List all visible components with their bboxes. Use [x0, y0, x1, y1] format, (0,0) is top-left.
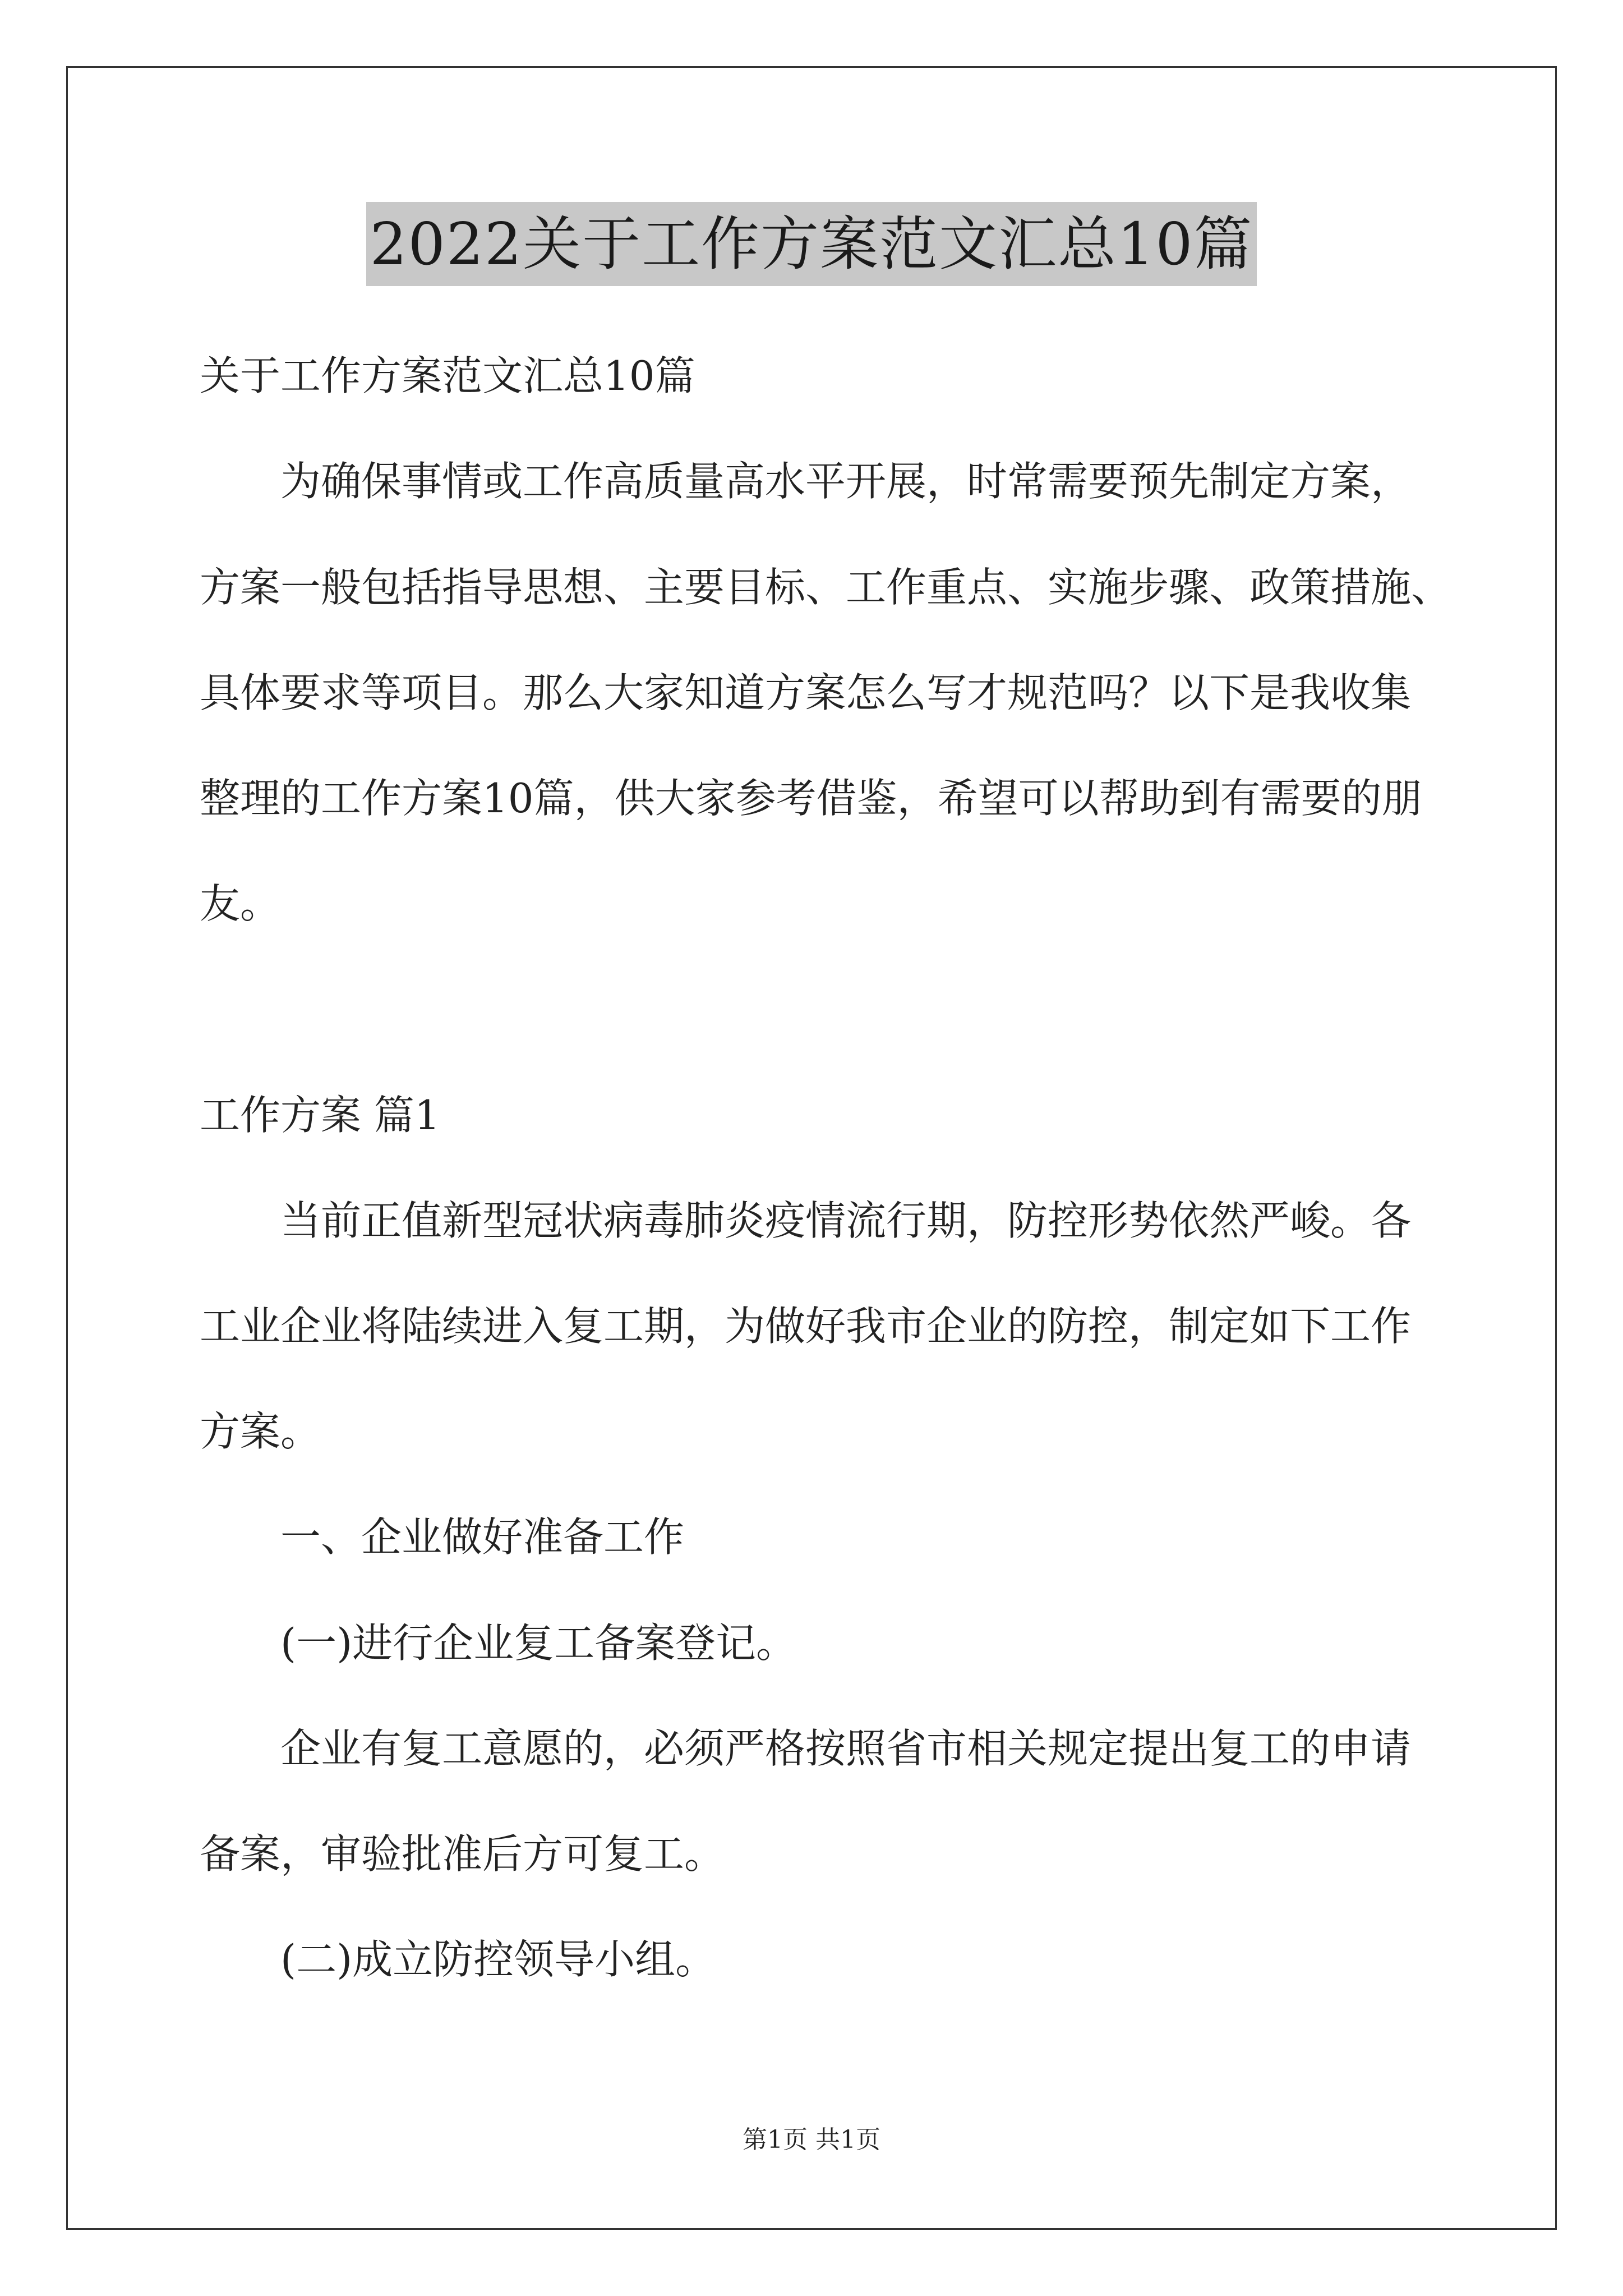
intro-line: 为确保事情或工作高质量高水平开展，时常需要预先制定方案，: [280, 458, 1412, 505]
title-container: [0, 202, 1623, 286]
subitem-heading: (二)成立防控领导小组。: [280, 1936, 716, 1983]
document-subtitle: 关于工作方案范文汇总10篇: [200, 352, 695, 399]
intro-line: 具体要求等项目。那么大家知道方案怎么写才规范吗？以下是我收集: [200, 669, 1412, 716]
paragraph-line: 企业有复工意愿的，必须严格按照省市相关规定提出复工的申请: [280, 1725, 1412, 1772]
document-title: 2022关于工作方案范文汇总10篇: [366, 202, 1256, 286]
item-heading: 一、企业做好准备工作: [280, 1513, 685, 1561]
intro-line: 友。: [200, 880, 281, 927]
subitem-heading: (一)进行企业复工备案登记。: [280, 1619, 797, 1667]
intro-line: 方案一般包括指导思想、主要目标、工作重点、实施步骤、政策措施、: [200, 564, 1452, 611]
paragraph-line: 当前正值新型冠状病毒肺炎疫情流行期，防控形势依然严峻。各: [280, 1197, 1412, 1244]
intro-line: 整理的工作方案10篇，供大家参考借鉴，希望可以帮助到有需要的朋: [200, 775, 1422, 822]
paragraph-line: 备案，审验批准后方可复工。: [200, 1830, 725, 1878]
section-heading: 工作方案 篇1: [200, 1092, 440, 1139]
page-footer: 第1页 共1页: [743, 2125, 880, 2154]
paragraph-line: 工业企业将陆续进入复工期，为做好我市企业的防控，制定如下工作: [200, 1303, 1412, 1350]
paragraph-line: 方案。: [200, 1408, 321, 1455]
